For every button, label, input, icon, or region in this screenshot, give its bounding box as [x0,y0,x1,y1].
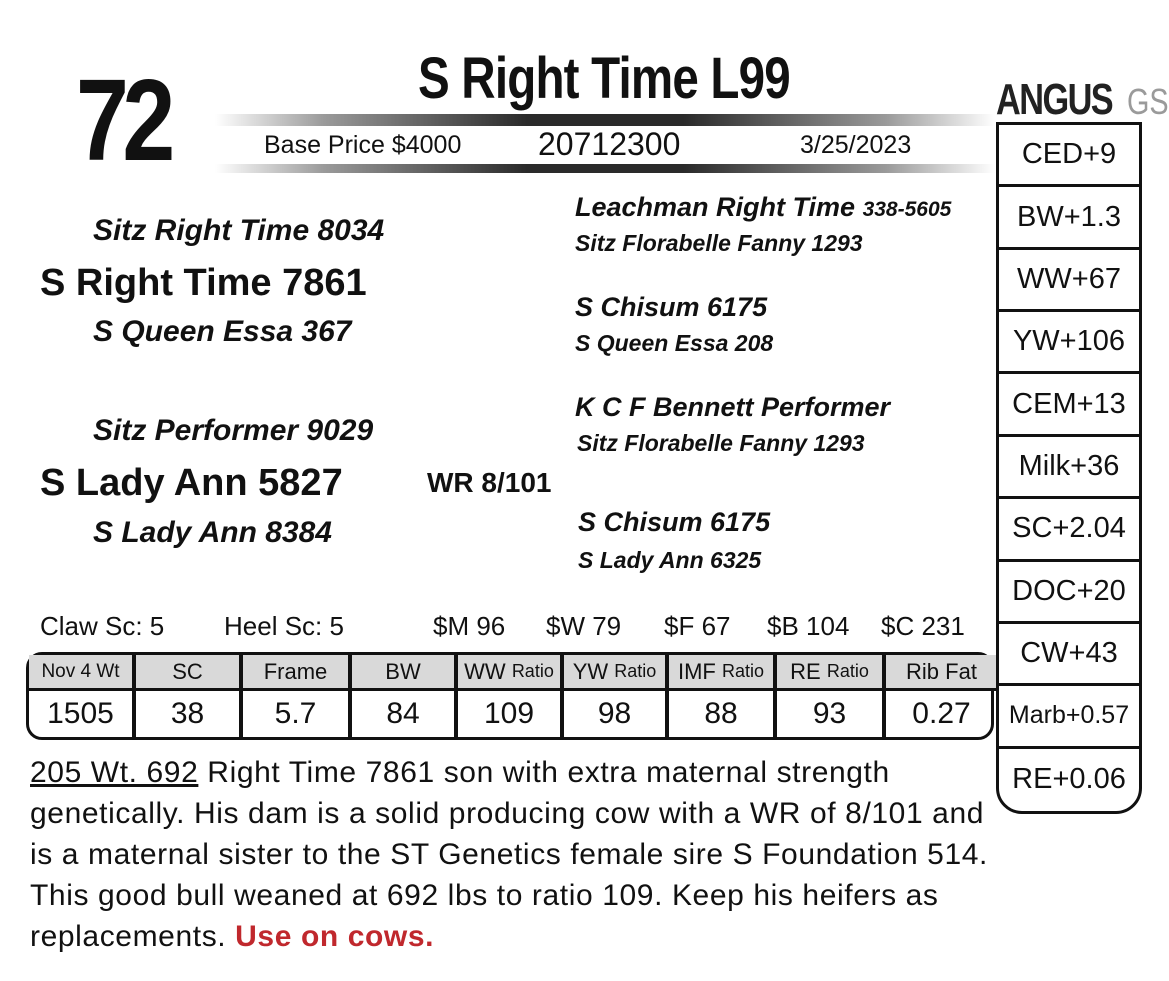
value-cell: 1505 [29,691,136,737]
dam-dam: S Lady Ann 8384 [93,516,332,549]
dollar-m-index: $M 96 [433,611,506,641]
sire-dam-sire: S Chisum 6175 [575,292,768,322]
epd-doc: DOC+20 [999,562,1139,624]
lot-number: 72 [76,55,169,185]
value-cell: 84 [352,691,458,737]
logo-main-text: ANGUS [996,75,1113,124]
header-cell [352,655,458,691]
header-label: RE [790,658,821,684]
measurements-value-row [29,691,997,737]
header-label: Rib Fat [906,658,977,684]
header-sublabel: Ratio [826,661,869,681]
header-cell [136,655,243,691]
header-cell [777,655,886,691]
epd-bw: BW+1.3 [999,187,1139,249]
header-cell [886,655,997,691]
epd-re: RE+0.06 [1012,763,1126,796]
header-sublabel: Ratio [721,661,765,681]
dollar-w-index: $W 79 [546,611,622,641]
epd-marb: Marb+0.57 [999,686,1139,748]
dam-sire: Sitz Performer 9029 [93,414,374,447]
header-cell [458,655,564,691]
header-label: SC [172,658,203,684]
heel-score: Heel Sc: 5 [224,611,344,641]
base-price: Base Price $4000 [264,131,462,159]
header-cell [243,655,352,691]
sire-sire-sire-reg: 338-5605 [862,198,952,221]
sire-sire-sire [575,192,951,223]
value-cell: 93 [777,691,886,737]
epd-milk: Milk+36 [999,437,1139,499]
value-cell: 98 [564,691,669,737]
angus-gs-logo [996,75,1169,124]
header-cell [564,655,669,691]
dollar-c-index: $C 231 [881,611,965,641]
value-cell: 88 [669,691,777,737]
header-label: YW [572,658,609,684]
dam-sire-dam: Sitz Florabelle Fanny 1293 [577,430,865,456]
registration-number: 20712300 [538,126,681,162]
sire-sire-dam: Sitz Florabelle Fanny 1293 [575,230,863,256]
sire-dam: S Queen Essa 367 [93,315,352,348]
description-text: Right Time 7861 son with extra maternal strength genetically. His dam is a solid producing cow with a WR of 8/101 and is a maternal sister to the ST Genetics female sire S Foundation 514. This good bull weaned at 692 lbs to ratio 109. Keep his heifers as replacements. [30,756,988,953]
header-sublabel: Ratio [511,661,554,681]
sire: S Right Time 7861 [40,262,367,304]
measurements-table [26,652,994,740]
header-label: WW [464,658,506,684]
birth-date: 3/25/2023 [800,131,912,159]
header-cell [29,655,136,691]
sire-sire-sire-name: Leachman Right Time [575,192,856,222]
header-divider-top [215,114,995,126]
claw-score: Claw Sc: 5 [40,611,165,641]
dollar-f-index: $F 67 [664,611,731,641]
header-sublabel: Ratio [614,661,657,681]
epd-cw: CW+43 [999,624,1139,686]
epd-cem: CEM+13 [999,374,1139,436]
weaning-weight: 205 Wt. 692 [30,756,199,789]
dam: S Lady Ann 5827 [40,462,343,504]
dam-sire-sire: K C F Bennett Performer [575,392,891,422]
dam-dam-sire: S Chisum 6175 [578,507,771,537]
epd-sc: SC+2.04 [999,499,1139,561]
dollar-b-index: $B 104 [767,611,850,641]
animal-name: S Right Time L99 [418,46,790,111]
sire-dam-dam: S Queen Essa 208 [575,330,774,356]
value-cell: 109 [458,691,564,737]
value-cell: 0.27 [912,697,971,730]
header-divider-bottom [215,164,995,173]
header-label: BW [385,658,421,684]
value-cell: 5.7 [243,691,352,737]
logo-sub-text: GS [1126,81,1169,122]
sire-sire: Sitz Right Time 8034 [93,214,385,247]
value-cell: 38 [136,691,243,737]
measurements-header-row [29,655,997,691]
header-label: Frame [263,658,328,684]
description-highlight: Use on cows. [235,920,435,953]
header-label: Nov 4 Wt [41,660,120,682]
epd-yw: YW+106 [999,312,1139,374]
epd-ced: CED+9 [999,125,1139,187]
epd-column [996,122,1142,814]
header-label: IMF [677,658,716,684]
description [30,752,990,957]
header-cell [669,655,777,691]
epd-ww: WW+67 [999,250,1139,312]
dam-weaning-ratio: WR 8/101 [427,467,552,498]
dam-dam-dam: S Lady Ann 6325 [578,547,762,573]
